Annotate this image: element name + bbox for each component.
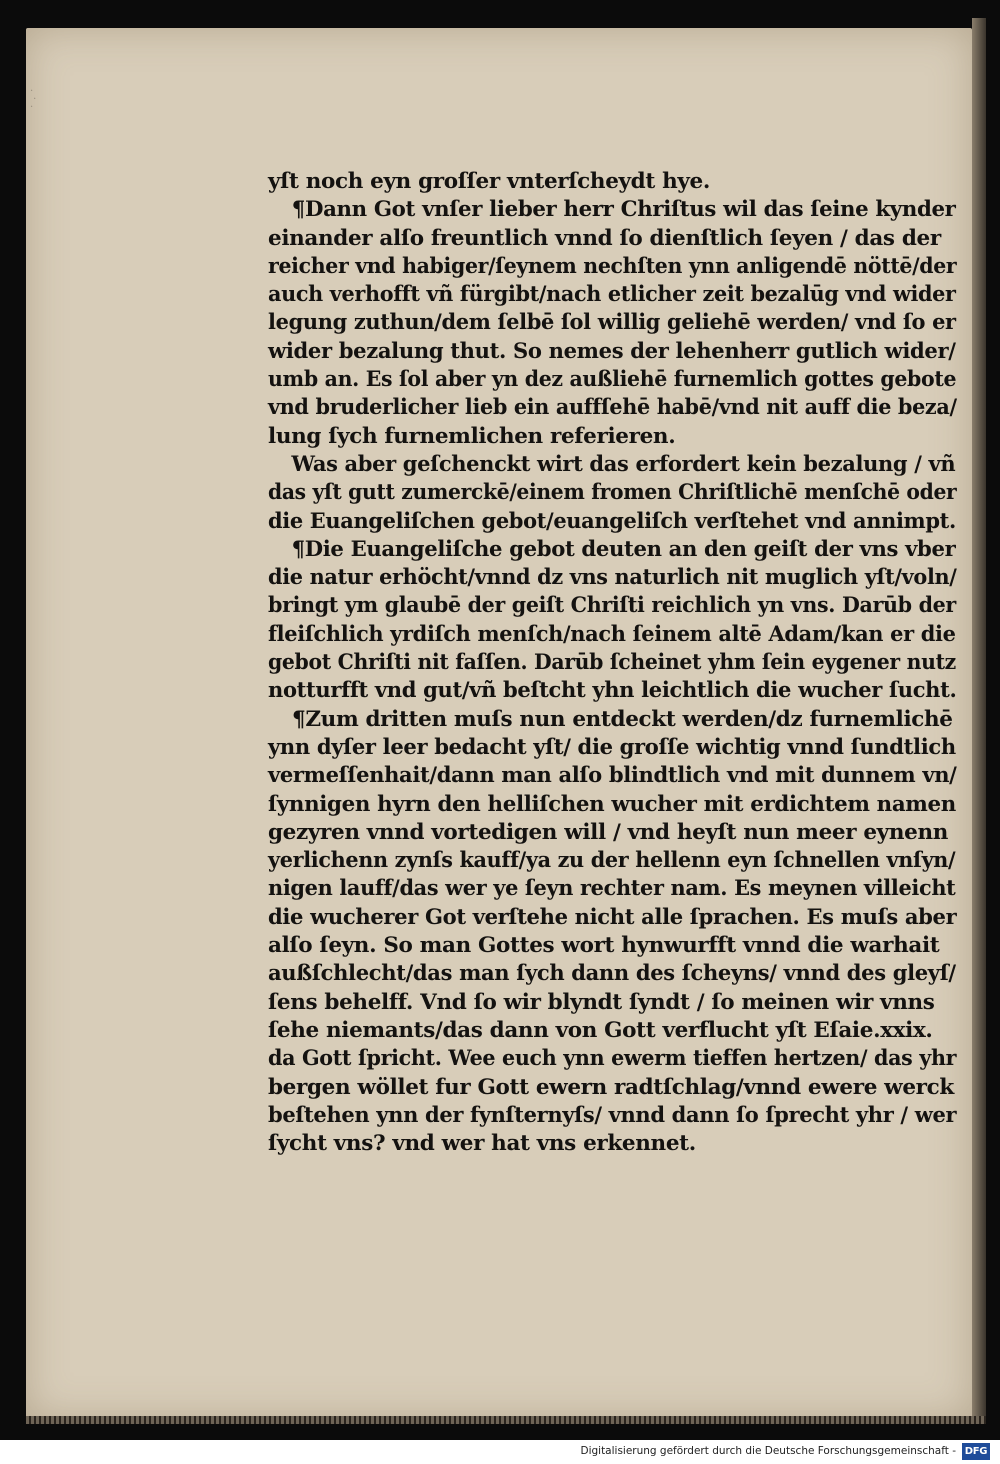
text-line: yerlichenn zynſs kauff/ya zu der hellenn eyn ſchnellen vnſyn/ <box>268 848 956 874</box>
text-line: ¶Zum dritten muſs nun entdeckt werden/dz furnemlichē <box>292 706 953 732</box>
text-line: vnd bruderlicher lieb ein auffſehē habē/vnd nit auff die beza/ <box>268 395 957 421</box>
text-line: vermeſſenhait/dann man alſo blindtlich vnd mit dunnem vn/ <box>268 763 957 789</box>
text-line: auch verhofft vñ fürgibt/nach etlicher zeit bezalūg vnd wider <box>268 282 956 308</box>
text-line: legung zuthun/dem ſelbē ſol willig geliehē werden/ vnd ſo er <box>268 310 956 336</box>
text-line: die natur erhöcht/vnnd dz vns naturlich nit muglich yſt/voln/ <box>268 565 957 591</box>
text-line: das yſt gutt zumerckē/einem fromen Chriſtlichē menſchē oder <box>268 480 957 506</box>
text-line: alſo ſeyn. So man Gottes wort hynwurfft vnnd die warhait <box>268 933 940 959</box>
text-line: ¶Dann Got vnſer lieber herr Chriſtus wil das ſeine kynder <box>291 197 956 223</box>
text-line: wider bezalung thut. So nemes der lehenherr gutlich wider/ <box>268 338 956 364</box>
text-line: gebot Chriſti nit faſſen. Darūb ſcheinet yhm ſein eygener nutz <box>268 650 956 676</box>
text-line: Was aber geſchenckt wirt das erfordert kein bezalung / vñ <box>291 451 956 477</box>
page-text <box>268 168 956 1158</box>
text-line: die Euangeliſchen gebot/euangeliſch verſtehet vnd annimpt. <box>268 508 956 534</box>
text-line: einander alſo freuntlich vnnd ſo dienſtlich ſeyen / das der <box>268 225 941 251</box>
text-line: fleiſchlich yrdiſch menſch/nach ſeinem altē Adam/kan er die <box>268 621 956 647</box>
text-line: bringt ym glaubē der geiſt Chriſti reichlich yn vns. Darūb der <box>268 593 956 619</box>
text-line: ſycht vns? vnd wer hat vns erkennet. <box>268 1131 696 1157</box>
text-line: da Gott ſpricht. Wee euch ynn ewerm tieffen hertzen/ das yhr <box>268 1046 957 1072</box>
text-line: ynn dyſer leer bedacht yſt/ die groſſe wichtig vnnd ſundtlich <box>268 734 956 760</box>
text-line: reicher vnd habiger/ſeynem nechſten ynn anligendē nöttē/der <box>268 253 957 279</box>
text-line: ſehe niemants/das dann von Gott verflucht yſt Eſaie.xxix. <box>268 1017 933 1043</box>
scan-specks: · · · <box>30 86 37 113</box>
text-line: yſt noch eyn groſſer vnterſcheydt hye. <box>268 169 710 194</box>
footer-bar <box>0 1440 1000 1464</box>
text-line: umb an. Es ſol aber yn dez außliehē furnemlich gottes gebote <box>268 367 957 393</box>
text-line: ¶Die Euangeliſche gebot deuten an den geiſt der vns vber <box>291 536 956 562</box>
text-line: gezyren vnnd vortedigen will / vnd heyſt nun meer eynenn <box>268 819 949 845</box>
text-line: notturfft vnd gut/vñ beſtcht yhn leichtlich die wucher ſucht. <box>268 678 957 704</box>
text-line: ſynnigen hyrn den helliſchen wucher mit erdichtem namen <box>268 791 956 817</box>
text-line: lung ſych furnemlichen referieren. <box>268 423 676 449</box>
text-line: beſtehen ynn der fynſternyſs/ vnnd dann ſo ſprecht yhr / wer <box>268 1102 957 1128</box>
page-edge <box>972 18 986 1422</box>
page-edge-bottom <box>26 1416 986 1424</box>
text-line: bergen wöllet fur Gott ewern radtſchlag/vnnd ewere werck <box>268 1074 954 1100</box>
dfg-logo-icon: DFG <box>962 1443 990 1460</box>
text-line: die wucherer Got verſtehe nicht alle ſprachen. Es muſs aber <box>268 904 957 930</box>
text-line: nigen lauff/das wer ye ſeyn rechter nam. Es meynen villeicht <box>268 876 956 902</box>
text-line: außſchlecht/das man ſych dann des ſcheyns/ vnnd des gleyſ/ <box>268 961 956 987</box>
dfg-credit: Digitalisierung gefördert durch die Deutsche Forschungsgemeinschaft - <box>580 1445 956 1457</box>
text-line: ſens behelff. Vnd ſo wir blyndt ſyndt / ſo meinen wir vnns <box>268 989 935 1015</box>
